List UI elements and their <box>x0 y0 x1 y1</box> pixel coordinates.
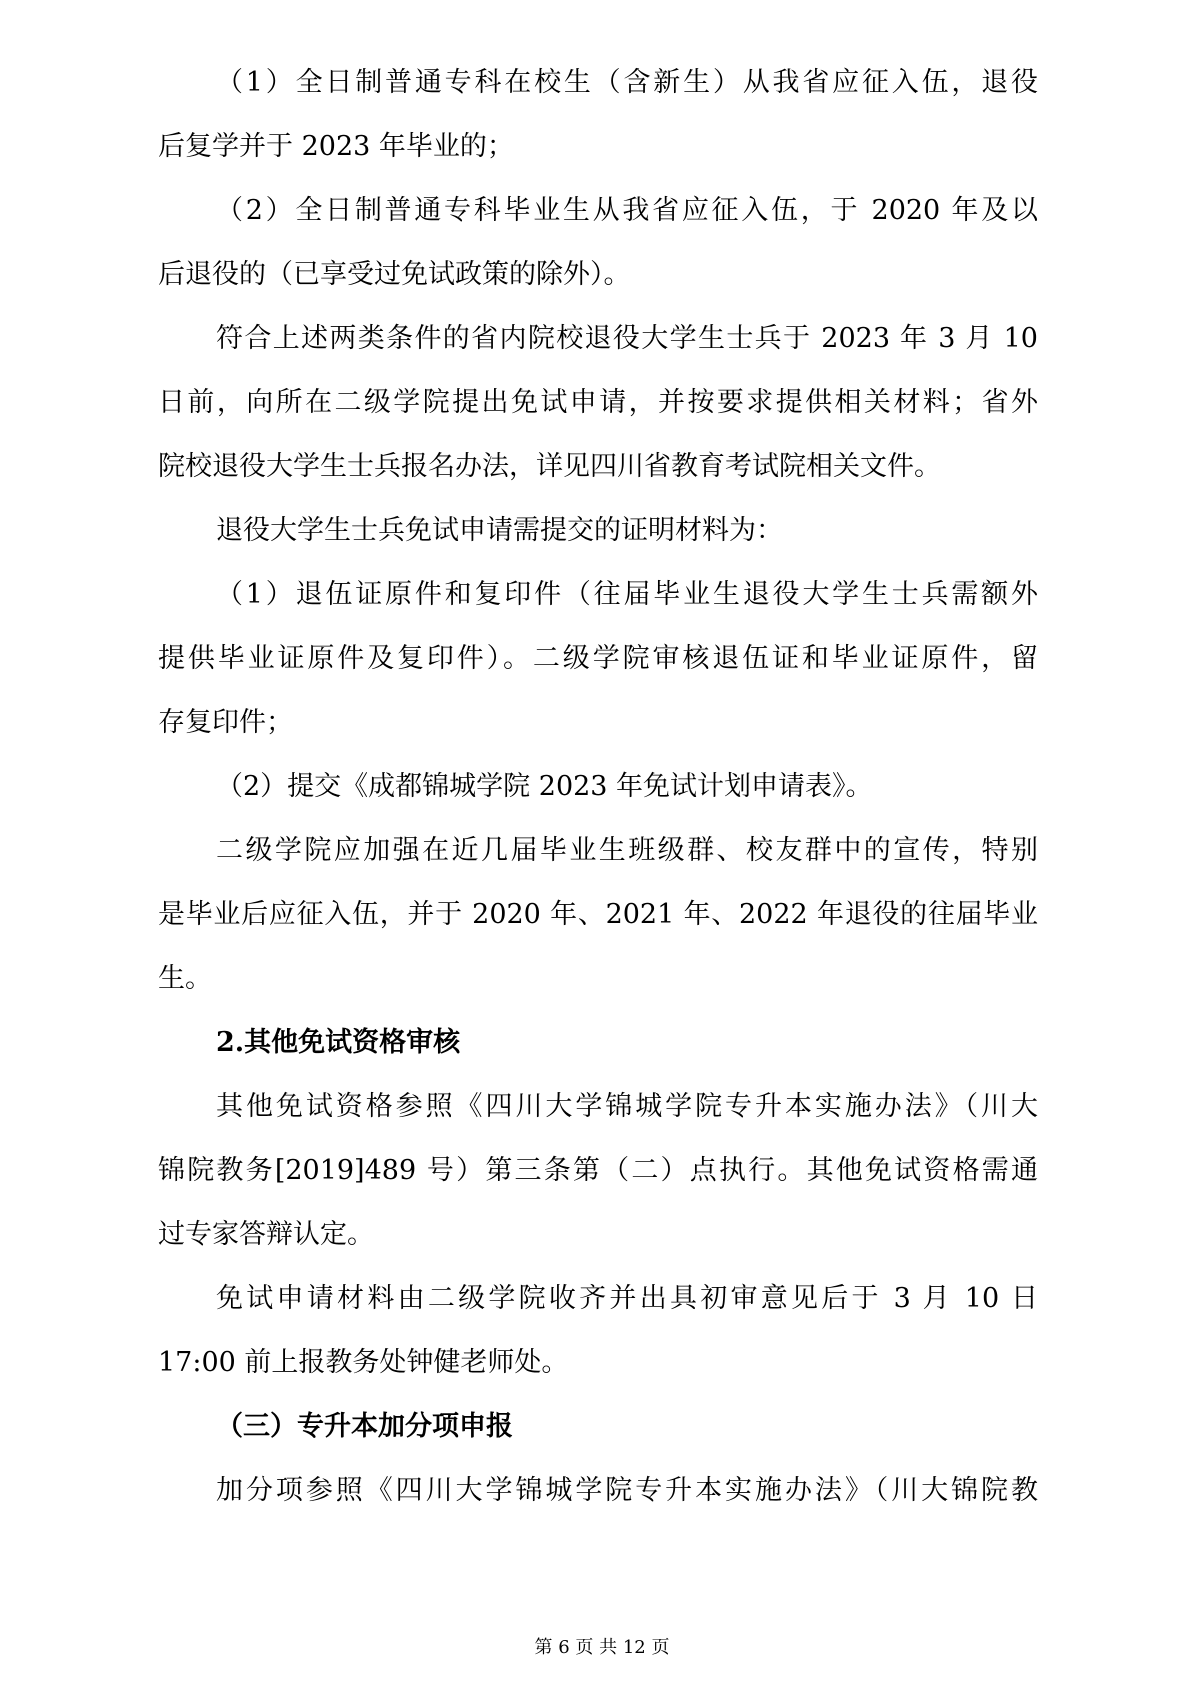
section-heading: 2.其他免试资格审核 <box>216 1027 461 1058</box>
text-line: 提供毕业证原件及复印件）。二级学院审核退伍证和毕业证原件，留 <box>158 643 1038 674</box>
text-line: 存复印件； <box>158 707 293 738</box>
text-line: 过专家答辩认定。 <box>158 1219 374 1250</box>
page-footer: 第 6 页 共 12 页 <box>534 1637 670 1658</box>
text-line: 是毕业后应征入伍，并于 2020 年、2021 年、2022 年退役的往届毕业 <box>158 899 1038 930</box>
text-line: 锦院教务[2019]489 号）第三条第（二）点执行。其他免试资格需通 <box>158 1155 1038 1186</box>
text-line: 生。 <box>158 963 212 994</box>
text-line: 日前，向所在二级学院提出免试申请，并按要求提供相关材料；省外 <box>158 387 1038 418</box>
text-line: 符合上述两类条件的省内院校退役大学生士兵于 2023 年 3 月 10 <box>216 323 1038 354</box>
text-line: 其他免试资格参照《四川大学锦城学院专升本实施办法》（川大 <box>216 1091 1038 1122</box>
section-heading: （三）专升本加分项申报 <box>216 1411 513 1442</box>
text-line: 免试申请材料由二级学院收齐并出具初审意见后于 3 月 10 日 <box>216 1283 1038 1314</box>
text-line: 二级学院应加强在近几届毕业生班级群、校友群中的宣传，特别 <box>216 835 1038 866</box>
text-line: （2）提交《成都锦城学院 2023 年免试计划申请表》。 <box>216 771 873 802</box>
text-line: （2）全日制普通专科毕业生从我省应征入伍，于 2020 年及以 <box>216 195 1038 226</box>
text-line: 后复学并于 2023 年毕业的； <box>158 131 514 162</box>
text-line: 后退役的（已享受过免试政策的除外）。 <box>158 259 631 290</box>
text-line: 院校退役大学生士兵报名办法，详见四川省教育考试院相关文件。 <box>158 451 941 482</box>
text-line: 退役大学生士兵免试申请需提交的证明材料为： <box>216 515 783 546</box>
text-line: 加分项参照《四川大学锦城学院专升本实施办法》（川大锦院教 <box>216 1475 1038 1506</box>
text-line: 17:00 前上报教务处钟健老师处。 <box>158 1347 569 1378</box>
text-line: （1）退伍证原件和复印件（往届毕业生退役大学生士兵需额外 <box>216 579 1038 610</box>
text-line: （1）全日制普通专科在校生（含新生）从我省应征入伍，退役 <box>216 67 1038 98</box>
